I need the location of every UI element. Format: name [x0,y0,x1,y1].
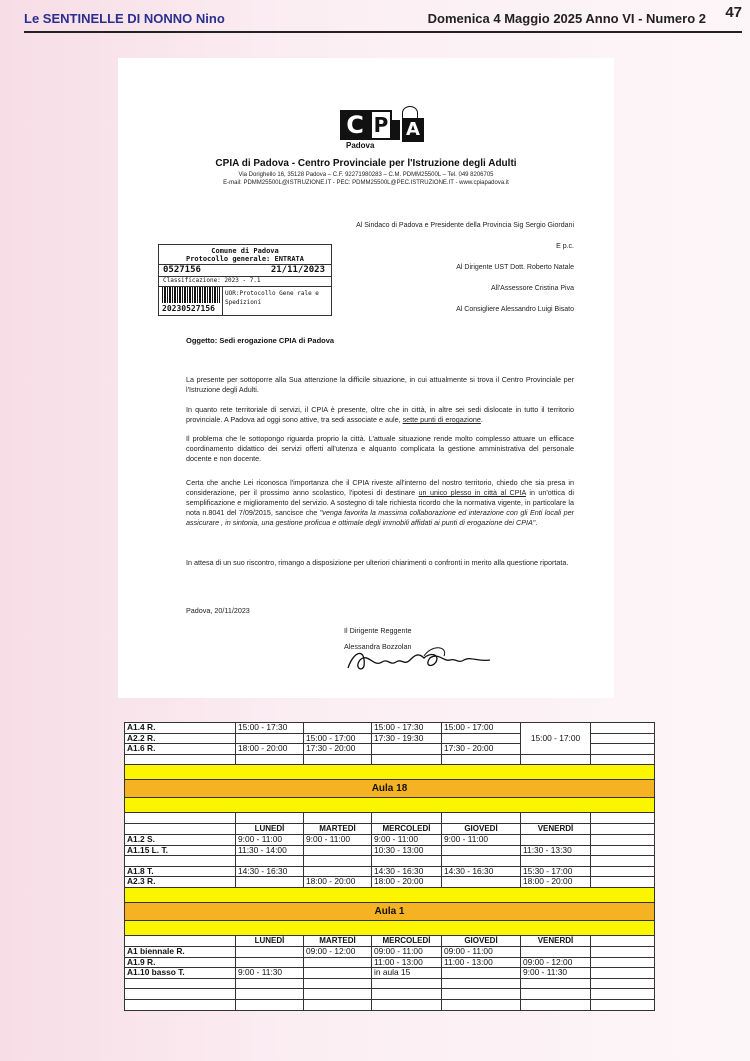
letter-paragraph: In attesa di un suo riscontro, rimango a disposizione per ulteriori chiarimenti o confronti in merito alla questione riportata. [186,558,569,567]
time-cell: 9:00 - 11:00 [442,834,521,845]
stamp-line: Protocollo generale: ENTRATA [185,255,304,263]
section-header-aula-1 [125,902,655,920]
table-row-highlight [125,798,655,813]
table-row [125,978,655,989]
day-header [591,935,655,946]
table-row [125,968,655,979]
page-number: 47 [725,4,742,21]
day-header [125,935,236,946]
course-cell: A1.8 T. [125,866,236,877]
day-header: VENERDÌ [521,935,591,946]
time-cell [442,845,521,856]
empty-cell [591,744,655,755]
time-cell: 15:00 - 17:30 [372,723,442,734]
course-cell: A1.4 R. [125,723,236,734]
time-cell [521,834,591,845]
table-row [125,834,655,845]
recipient: E p.c. [556,243,574,250]
table-row [125,866,655,877]
day-header: LUNEDÌ [236,935,304,946]
letter-paragraph: Il problema che le sottopongo riguarda proprio la città. L'attuale situazione rende molto complesso attuare un efficace coordinamento didattico dei servizi offerti all'utenza e alquanto complicata la gestione amministrativa del personale docente e non docente. [186,434,574,463]
publication-title: Le SENTINELLE DI NONNO Nino [24,11,225,26]
barcode-number: 20230527156 [162,304,215,313]
time-cell: 15:00 - 17:00 [521,723,591,755]
table-row-highlight [125,920,655,935]
day-header-row [125,823,655,834]
org-email: E-mail: PDMM25500L@ISTRUZIONE.IT - PEC: PDMM25500L@PEC.ISTRUZIONE.IT - www.cpiapadova.it [223,180,509,186]
table-row [125,845,655,856]
text-run: Certa che anche Lei riconosca l'importanza che il CPIA riveste all'interno del nostro territorio, chiedo che sia presa in considerazione, per il prossimo anno scolastico, l'ipotesi di destinare [186,478,574,497]
time-cell [442,877,521,888]
stamp-divider [222,286,223,315]
course-cell: A1.15 L. T. [125,845,236,856]
stamp-date: 21/11/2023 [270,265,325,275]
time-cell: 18:00 - 20:00 [372,877,442,888]
time-cell: in aula 15 [372,968,442,979]
time-cell [304,957,372,968]
time-cell: 10:30 - 13:00 [372,845,442,856]
schedule-tables [124,722,654,1011]
time-cell: 09:00 - 12:00 [521,957,591,968]
text-run: in un'ottica di semplificazione e miglioramento del servizio. A sostegno di tale richiesta ricordo che la normativa vigente, in particolare la nota n.8041 del 7/09/2015, sancisce che [186,488,574,517]
letter-paragraph [186,478,574,528]
table-row-highlight [125,765,655,780]
day-header: MERCOLEDÌ [372,935,442,946]
text-run-underlined: un unico plesso in città al CPIA [418,488,526,497]
time-cell [304,968,372,979]
table-row [125,723,655,734]
recipient: Al Consigliere Alessandro Luigi Bisato [456,306,574,313]
time-cell [236,946,304,957]
time-cell: 9:00 - 11:00 [304,834,372,845]
time-cell: 9:00 - 11:00 [372,834,442,845]
day-header: MARTEDÌ [304,935,372,946]
time-cell: 09:00 - 12:00 [304,946,372,957]
day-header: LUNEDÌ [236,823,304,834]
letter-subject: Oggetto: Sedi erogazione CPIA di Padova [186,336,335,345]
time-cell: 17:30 - 20:00 [304,744,372,755]
text-run-underlined: sette punti di erogazione [402,415,481,424]
table-row [125,813,655,824]
time-cell: 14:30 - 16:30 [442,866,521,877]
time-cell [304,845,372,856]
time-cell: 18:00 - 20:00 [521,877,591,888]
signer-title: Il Dirigente Reggente [344,626,412,635]
table-row-highlight [125,887,655,902]
signature-icon [344,638,494,678]
protocol-stamp [158,244,332,316]
logo-city: Padova [346,141,375,150]
issue-date: Domenica 4 Maggio 2025 Anno VI - Numero 2 [427,11,706,26]
day-header: MERCOLEDÌ [372,823,442,834]
table-row [125,856,655,867]
time-cell [521,946,591,957]
time-cell: 17:30 - 19:30 [372,733,442,744]
org-name: CPIA di Padova - Centro Provinciale per l'Istruzione degli Adulti [215,158,517,169]
logo-letter-c: C [340,110,370,140]
time-cell: 09:00 - 11:00 [442,946,521,957]
header-rule [24,31,742,33]
time-cell: 11:00 - 13:00 [442,957,521,968]
time-cell: 9:00 - 11:30 [521,968,591,979]
barcode-icon [162,287,220,303]
time-cell: 14:30 - 16:30 [372,866,442,877]
time-cell: 17:30 - 20:00 [442,744,521,755]
text-run: . [480,415,483,424]
course-cell: A1.6 R. [125,744,236,755]
time-cell: 09:00 - 11:00 [372,946,442,957]
day-header [125,823,236,834]
time-cell [304,723,372,734]
text-run: In quanto rete territoriale di servizi, il CPIA è presente, oltre che in città, in altre sei sedi dislocate in tutto il territorio provinciale. A Padova ad oggi sono attive, tra sedi associate e aule, [186,405,574,424]
letter-paragraph [186,405,574,425]
time-cell: 15:00 - 17:00 [442,723,521,734]
day-header: VENERDÌ [521,823,591,834]
signer-name: Alessandra Bozzolan [344,642,412,651]
table-row [125,989,655,1000]
time-cell: 15:00 - 17:30 [236,723,304,734]
time-cell: 18:00 - 20:00 [236,744,304,755]
day-header: GIOVEDÌ [442,935,521,946]
stamp-uor: UOR:Protocollo Gene rale e Spedizioni [225,290,319,306]
time-cell: 11:00 - 13:00 [372,957,442,968]
recipient: All'Assessore Cristina Piva [490,285,574,292]
course-cell: A1.9 R. [125,957,236,968]
table-row [125,754,655,765]
time-cell [236,957,304,968]
course-cell: A1.10 basso T. [125,968,236,979]
logo-letter-i [392,120,400,140]
time-cell: 15:30 - 17:00 [521,866,591,877]
course-cell: A2.2 R. [125,733,236,744]
stamp-number: 0527156 [163,265,201,275]
logo-letter-a: A [402,118,424,142]
day-header [591,823,655,834]
section-title: Aula 18 [125,780,655,798]
section-header-aula-18 [125,780,655,798]
time-cell [236,877,304,888]
time-cell: 11:30 - 13:30 [521,845,591,856]
time-cell: 18:00 - 20:00 [304,877,372,888]
day-header-row [125,935,655,946]
day-header: MARTEDÌ [304,823,372,834]
text-run: . [535,518,538,527]
org-address: Via Dorighello 16, 35128 Padova – C.F. 92271980283 – C.M. PDMM25500L – Tel. 049 8206705 [238,172,494,178]
time-cell: 9:00 - 11:30 [236,968,304,979]
day-header: GIOVEDÌ [442,823,521,834]
letter-paragraph: La presente per sottoporre alla Sua attenzione la difficile situazione, in cui attualmente si trova il Centro Provinciale per l'Istruzione degli Adulti. [186,375,574,394]
recipient: Al Dirigente UST Dott. Roberto Natale [456,264,574,271]
section-title: Aula 1 [125,902,655,920]
place-date: Padova, 20/11/2023 [186,606,250,615]
time-cell: 14:30 - 16:30 [236,866,304,877]
time-cell [372,744,442,755]
table-row [125,999,655,1010]
table-row [125,957,655,968]
empty-cell [591,733,655,744]
recipient: Al Sindaco di Padova e Presidente della Provincia Sig Sergio Giordani [356,222,574,229]
recipients [356,222,574,327]
time-cell: 9:00 - 11:00 [236,834,304,845]
scanned-letter [118,58,614,698]
logo-letter-p: P [370,110,392,140]
empty-cell [591,723,655,734]
course-cell: A1.2 S. [125,834,236,845]
stamp-classification: Classificazione: 2023 - 7.1 [163,277,261,284]
course-cell: A1 biennale R. [125,946,236,957]
table-row [125,877,655,888]
time-cell [442,968,521,979]
time-cell [442,733,521,744]
table-row [125,946,655,957]
stamp-line: Comune di Padova [211,247,279,255]
time-cell [236,733,304,744]
schedule-table [124,722,655,1011]
course-cell: A2.3 R. [125,877,236,888]
time-cell: 11:30 - 14:00 [236,845,304,856]
text-run-italic: "venga favorita la massima collaborazione ed interazione con gli Enti locali per assicurare , in sintonia, una gestione proficua e ottimale degli immobili affidati ai punti di erogazione dei CPIA" [186,508,574,527]
time-cell: 15:00 - 17:00 [304,733,372,744]
cpia-logo [340,106,422,150]
time-cell [304,866,372,877]
